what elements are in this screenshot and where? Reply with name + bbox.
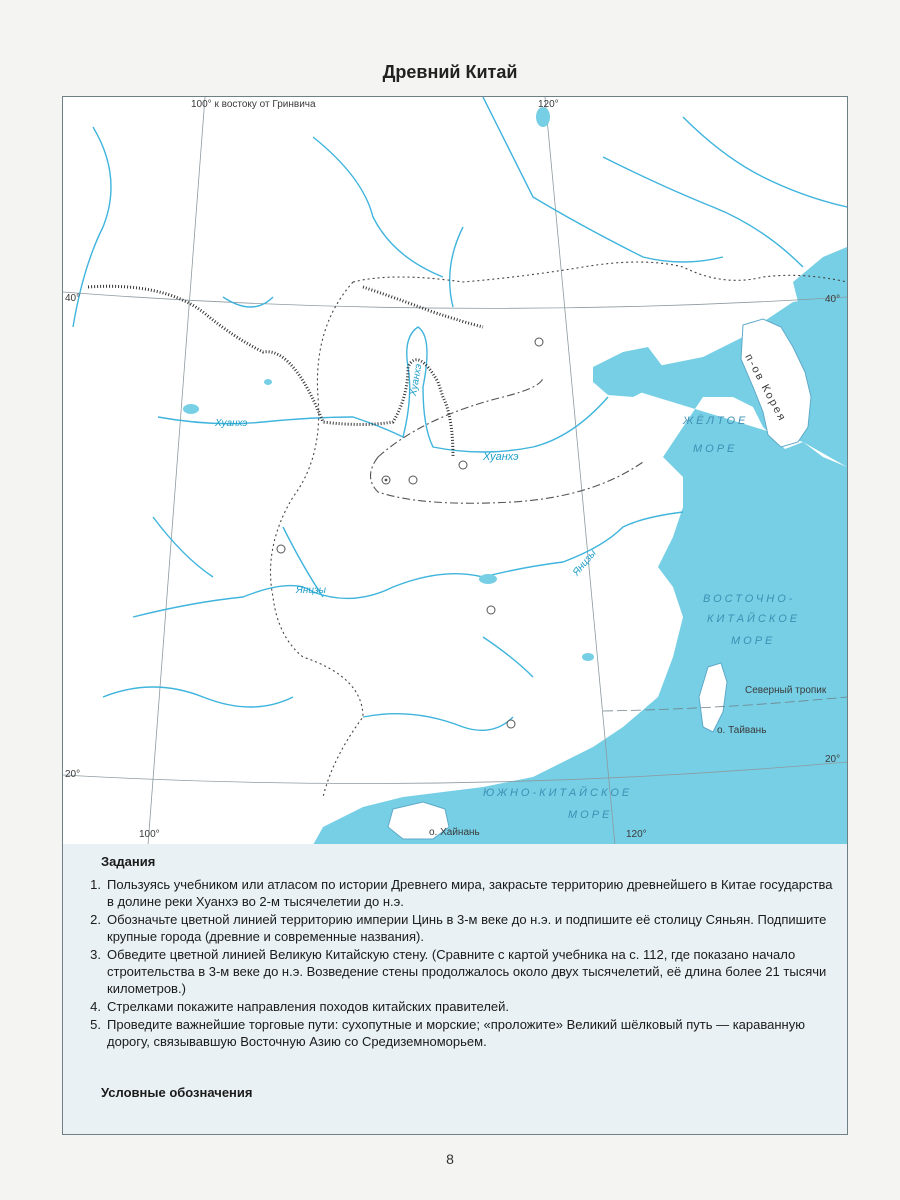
yellow-sea-label-1: ЖЁЛТОЕ: [683, 415, 749, 427]
page-number: 8: [446, 1151, 454, 1167]
tasks-title: Задания: [101, 854, 156, 869]
yangtze-west-label: Янцзы: [296, 585, 327, 596]
task-number: 5.: [90, 1017, 101, 1032]
task-text: Обведите цветной линией Великую Китайскую стену. (Сравните с картой учебника на с. 112, где показано начало строительства в 3-м веке до н.э. Возведение стены продолжалось около двух тысячелетий, её длина более 21 тысячи километров.): [107, 947, 827, 996]
lakes: [183, 107, 594, 661]
map: [62, 96, 848, 846]
lat-40-right-label: 40°: [825, 294, 841, 305]
hainan-label: о. Хайнань: [429, 827, 480, 838]
task-text: Пользуясь учебником или атласом по истории Древнего мира, закрасьте территорию древнейшего в Китае государства в долине реки Хуанхэ во 2-м тысячелетии до н.э.: [107, 877, 833, 909]
huanghe-north-label: Хуанхэ: [408, 363, 425, 397]
task-text: Стрелками покажите направления походов китайских правителей.: [107, 999, 510, 1014]
task-list: [77, 876, 833, 1051]
legend-title: Условные обозначения: [101, 1085, 253, 1100]
east-china-sea-label-3: МОРЕ: [731, 635, 776, 647]
task-number: 4.: [90, 999, 101, 1014]
capital-marker: [385, 479, 388, 482]
yellow-sea-label-2: МОРЕ: [693, 443, 738, 455]
east-china-sea-label-1: ВОСТОЧНО-: [703, 593, 796, 605]
korea-label: п-ов Корея: [742, 352, 789, 425]
lon-120-top-label: 120°: [538, 99, 559, 110]
huanghe-east-label: Хуанхэ: [483, 451, 519, 463]
task-item: [77, 876, 833, 910]
task-text: Проведите важнейшие торговые пути: сухопутные и морские; «проложите» Великий шёлковый путь — караванную дорогу, связывавшую Восточную Азию со Средиземноморьем.: [107, 1017, 805, 1049]
task-item: [77, 1016, 833, 1050]
meridian-label: 100° к востоку от Гринвича: [191, 99, 316, 110]
tasks-panel: [62, 844, 848, 1135]
great-wall: [88, 286, 453, 457]
yangtze-east-label: Янцзы: [571, 547, 599, 579]
south-china-sea-label-1: ЮЖНО-КИТАЙСКОЕ: [483, 787, 633, 799]
huanghe-west-label: Хуанхэ: [215, 418, 248, 429]
tropic-label: Северный тропик: [745, 685, 827, 696]
task-text: Обозначьте цветной линией территорию империи Цинь в 3-м веке до н.э. и подпишите её столицу Сяньян. Подпишите крупные города (древние и современные названия).: [107, 912, 827, 944]
lat-20-right-label: 20°: [825, 754, 841, 765]
lat-20-left-label: 20°: [65, 769, 81, 780]
lat-40-left-label: 40°: [65, 293, 81, 304]
lon-100-bottom-label: 100°: [139, 829, 160, 840]
task-item: [77, 946, 833, 997]
east-china-sea-label-2: КИТАЙСКОЕ: [707, 613, 801, 625]
task-number: 3.: [90, 947, 101, 962]
task-item: [77, 911, 833, 945]
task-number: 1.: [90, 877, 101, 892]
south-china-sea-label-2: МОРЕ: [568, 809, 613, 821]
shang-state-border: [371, 377, 644, 503]
taiwan-label: о. Тайвань: [717, 725, 767, 736]
lon-120-bottom-label: 120°: [626, 829, 647, 840]
task-number: 2.: [90, 912, 101, 927]
task-item: [77, 998, 833, 1015]
page-title: Древний Китай: [382, 62, 518, 82]
